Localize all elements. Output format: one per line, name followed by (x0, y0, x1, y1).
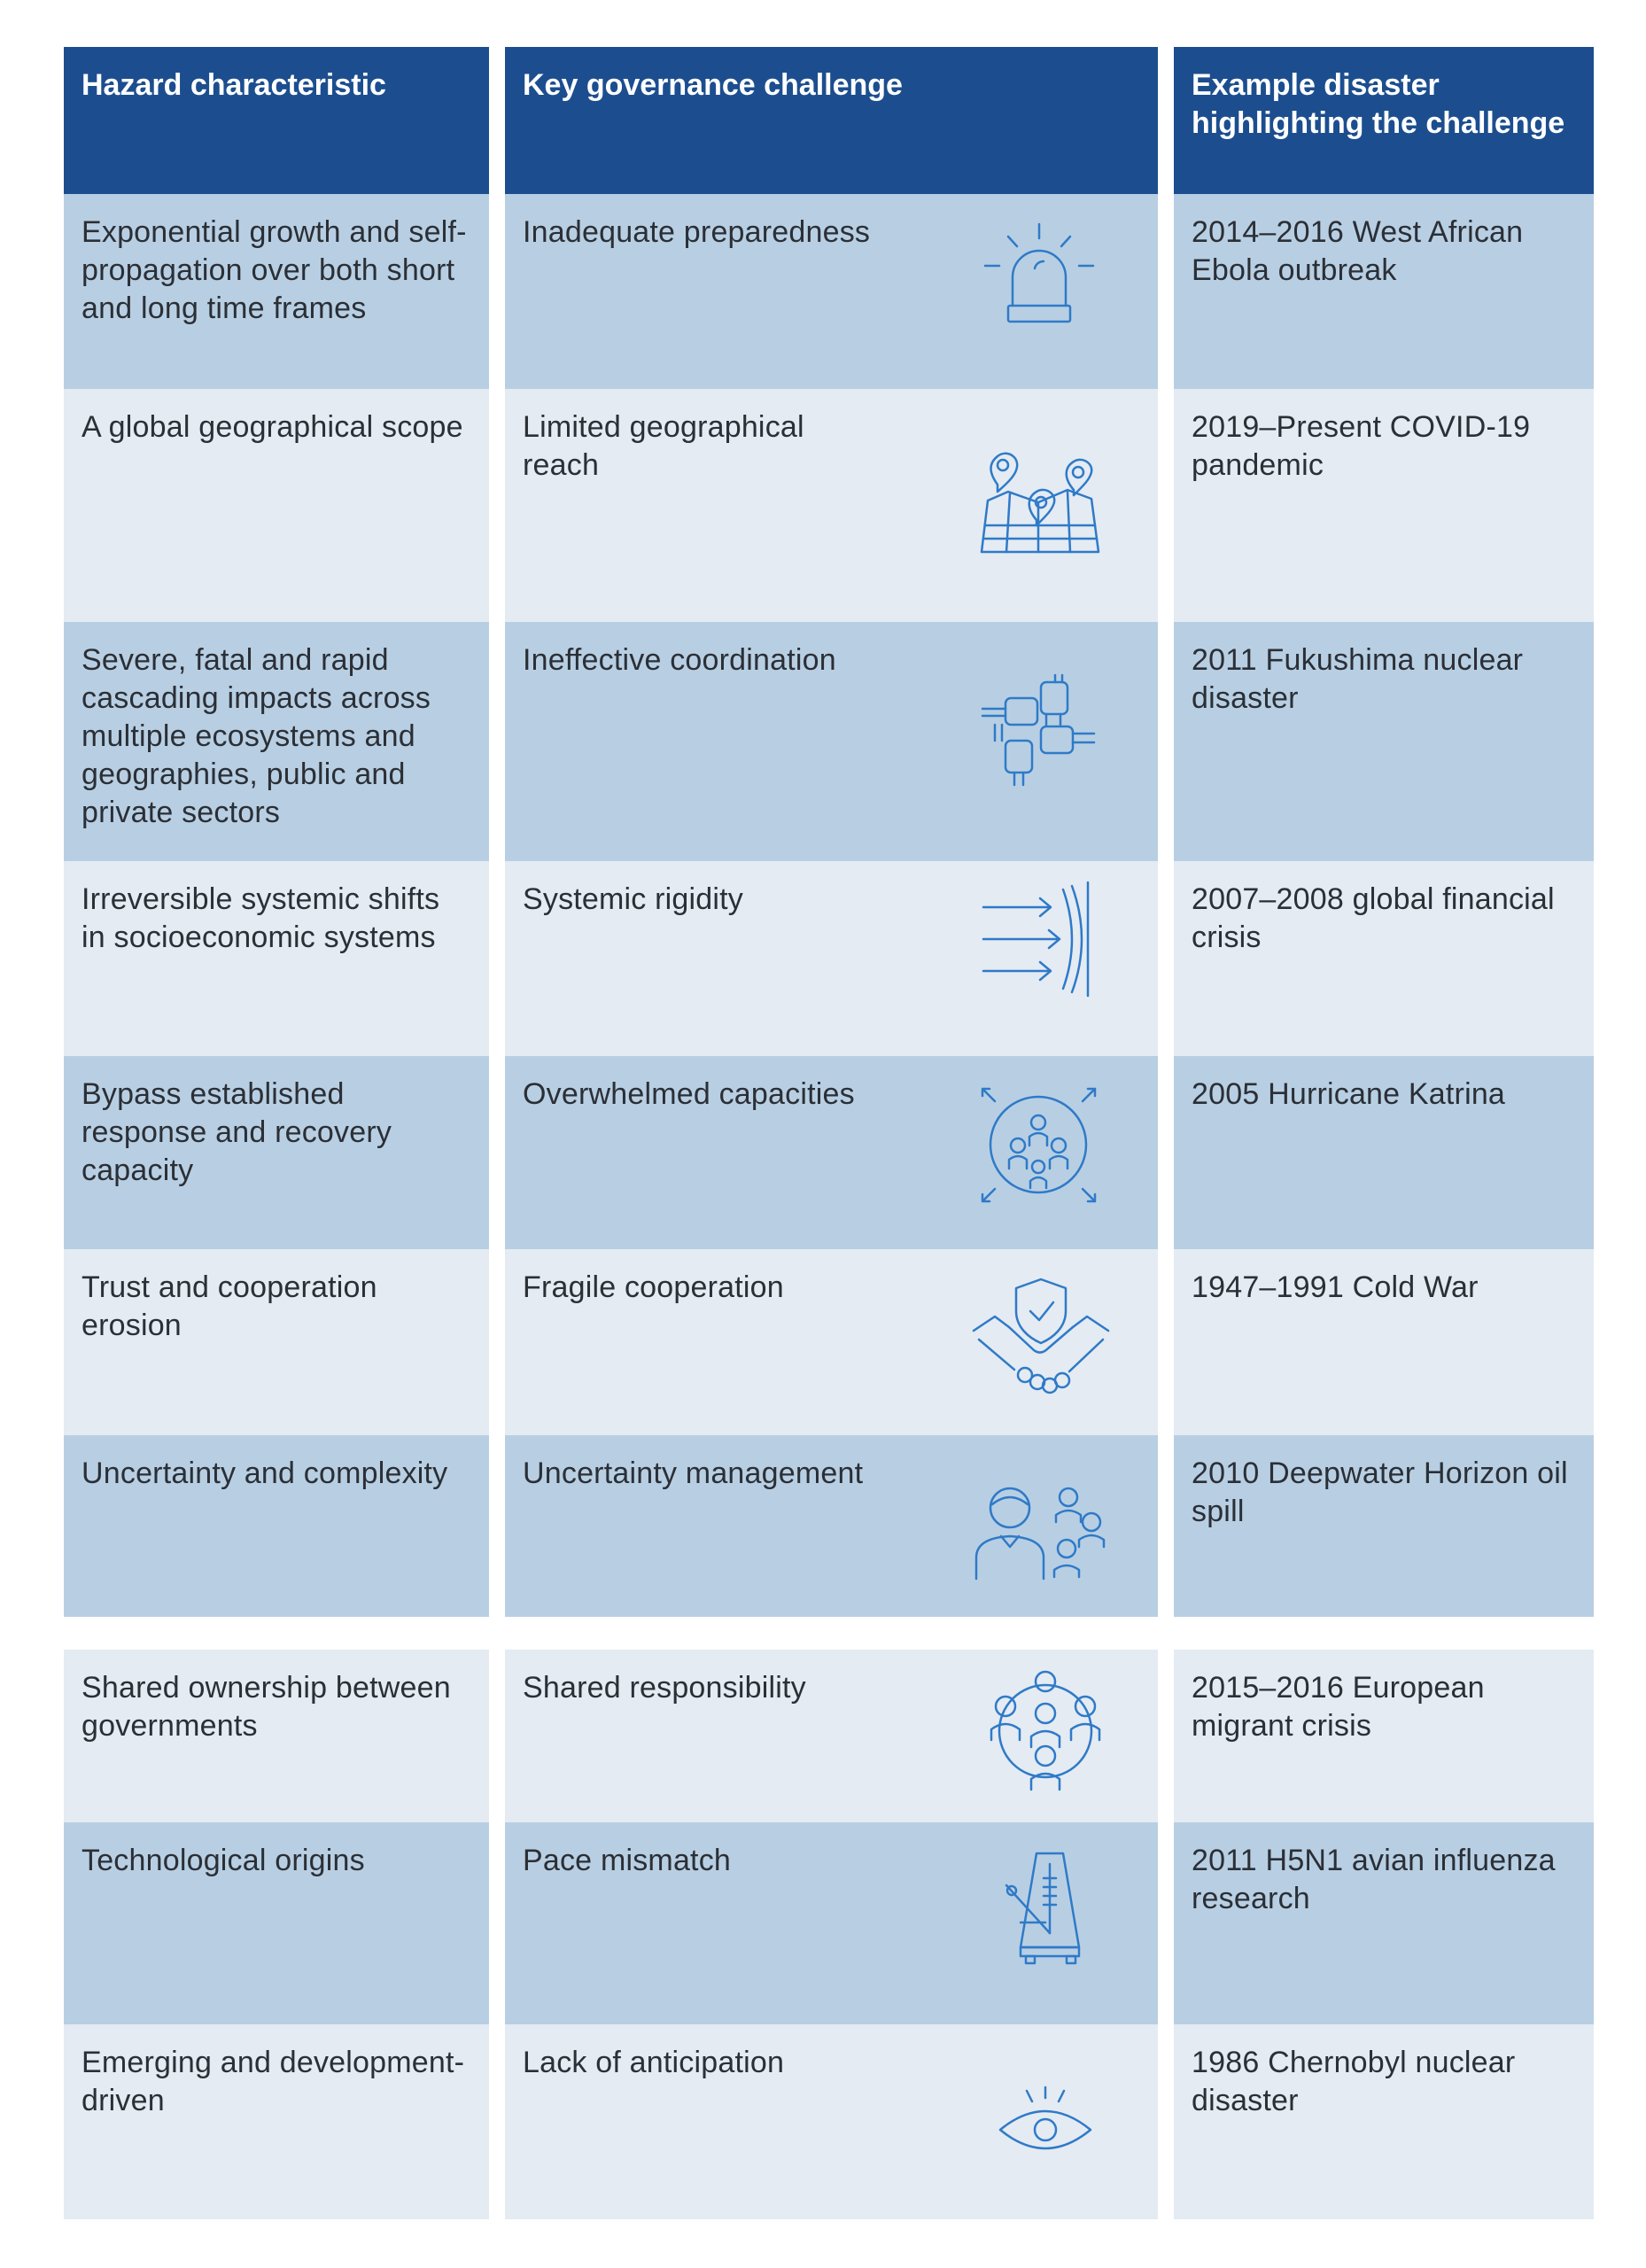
challenge-label: Pace mismatch (523, 1844, 732, 1877)
example-cell: 2011 H5N1 avian influenza research (1174, 1822, 1594, 2024)
example-cell: 2015–2016 European migrant crisis (1174, 1650, 1594, 1822)
challenge-label: Ineffective coordination (523, 643, 836, 677)
example-cell: 2005 Hurricane Katrina (1174, 1056, 1594, 1249)
hazard-cell: Irreversible systemic shifts in socioeconomic systems (64, 861, 489, 1056)
example-cell: 2007–2008 global financial crisis (1174, 861, 1594, 1056)
hazard-cell: A global geographical scope (64, 389, 489, 622)
arrows-barrier-icon (982, 879, 1097, 998)
header-example: Example disaster highlighting the challenge (1174, 47, 1594, 194)
hazard-cell: Shared ownership between governments (64, 1650, 489, 1822)
hazard-cell: Technological origins (64, 1822, 489, 2024)
challenge-label: Fragile cooperation (523, 1270, 784, 1304)
metronome-icon (992, 1845, 1099, 1969)
hazard-cell: Emerging and development-driven (64, 2024, 489, 2219)
challenge-label: Lack of anticipation (523, 2046, 785, 2079)
hazard-cell: Exponential growth and self-propagation over both short and long time frames (64, 194, 489, 389)
crowded-circle-icon (979, 1085, 1099, 1205)
challenge-label: Systemic rigidity (523, 882, 744, 916)
header-hazard: Hazard characteristic (64, 47, 489, 194)
alarm-siren-icon (982, 217, 1097, 332)
map-pins-icon (974, 439, 1103, 558)
challenge-label: Uncertainty management (523, 1456, 864, 1490)
challenge-label: Overwhelmed capacities (523, 1077, 855, 1111)
hazard-cell: Trust and cooperation erosion (64, 1249, 489, 1435)
example-cell: 2010 Deepwater Horizon oil spill (1174, 1435, 1594, 1617)
challenge-label: Shared responsibility (523, 1671, 806, 1705)
hazard-cell: Severe, fatal and rapid cascading impacts across multiple ecosystems and geographies, public and private sectors (64, 622, 489, 861)
example-cell: 1986 Chernobyl nuclear disaster (1174, 2024, 1594, 2219)
people-network-icon (979, 1667, 1112, 1791)
example-cell: 2014–2016 West African Ebola outbreak (1174, 194, 1594, 389)
challenge-label: Limited geographical reach (523, 410, 804, 482)
interlocking-hands-icon (979, 673, 1099, 788)
hazard-cell: Uncertainty and complexity (64, 1435, 489, 1617)
challenge-label: Inadequate preparedness (523, 215, 871, 249)
hazard-cell: Bypass established response and recovery capacity (64, 1056, 489, 1249)
example-cell: 1947–1991 Cold War (1174, 1249, 1594, 1435)
eye-icon (997, 2084, 1094, 2155)
example-cell: 2011 Fukushima nuclear disaster (1174, 622, 1594, 861)
people-group-icon (974, 1481, 1112, 1581)
handshake-shield-icon (970, 1276, 1112, 1404)
header-challenge: Key governance challenge (505, 47, 1158, 194)
example-cell: 2019–Present COVID-19 pandemic (1174, 389, 1594, 622)
